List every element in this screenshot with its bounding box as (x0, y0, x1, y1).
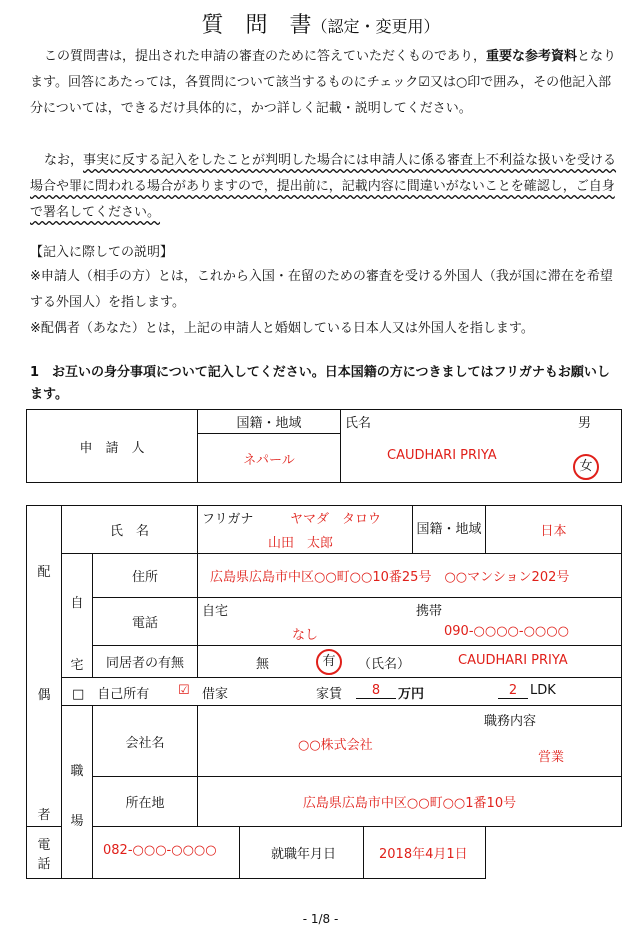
applicant-nationality-value: ネパール (198, 434, 341, 483)
address-value: 広島県広島市中区○○町○○10番25号 ○○マンション202号 (198, 554, 622, 598)
cohabitant-cell[interactable] (198, 646, 622, 678)
rent-unit: 万円 (398, 687, 425, 702)
applicant-male[interactable]: 男 (577, 416, 591, 431)
spouse-name-label: 氏 名 (62, 506, 198, 554)
work-char-1: 職 (70, 764, 84, 779)
applicant-name-value: CAUDHARI PRIYA (387, 448, 497, 463)
rent-checkbox[interactable]: ☑ (178, 683, 190, 698)
job-label: 職務内容 (484, 714, 537, 729)
work-phone-cell[interactable] (93, 827, 486, 879)
section1-heading: 1 お互いの身分事項について記入してください。日本国籍の方につきましてはフリガナもお願いします。 (30, 365, 610, 402)
applicant-name-label: 氏名 (345, 416, 372, 431)
intro-p2-a: なお， (44, 153, 84, 168)
page-number: - 1/8 - (302, 912, 339, 926)
spouse-name-cell[interactable] (198, 506, 413, 554)
job-value: 営業 (538, 750, 565, 765)
mobile-label: 携帯 (416, 604, 443, 619)
intro-p1-bold: 重要な参考資料 (486, 49, 578, 64)
company-cell[interactable] (198, 706, 622, 777)
rent-fee-label: 家賃 (316, 687, 343, 702)
intro-paragraph-2 (30, 148, 620, 226)
intro-p2-warning: 事実に反する記入をしたことが判明した場合には申請人に係る審査上不利益な扱いを受ける場合や罪に問われる場合がありますので，提出前に，記載内容に間違いがないことを確認し，ご自身で署名してください。 (30, 153, 617, 220)
work-char-2: 場 (70, 814, 84, 829)
work-divider-2 (363, 827, 364, 879)
own-house-option[interactable]: □ 自己所有 (72, 687, 150, 702)
work-phone-value: 082-○○○-○○○○ (103, 843, 217, 858)
rent-label: 借家 (202, 687, 229, 702)
intro-paragraph-1 (30, 44, 620, 122)
intro-p1-a: この質問書は，提出された申請の審査のために答えていただくものであり， (44, 49, 487, 64)
spouse-char-2: 偶 (37, 688, 51, 703)
cohab-name-value: CAUDHARI PRIYA (458, 653, 568, 668)
title-sub: （認定・変更用） (311, 17, 440, 36)
notes-heading: 【記入に際しての説明】 (30, 245, 174, 260)
spouse-name-value: 山田 太郎 (268, 536, 334, 551)
notes-item-1: ※申請人（相手の方）とは，これから入国・在留のための審査を受ける外国人（我が国に滞在を希望する外国人）を指します。 (30, 269, 613, 310)
applicant-label: 申 請 人 (27, 410, 198, 483)
notes-item-2: ※配偶者（あなた）とは，上記の申請人と婚姻している日本人又は外国人を指します。 (30, 321, 534, 336)
rent-value[interactable]: 8 (356, 683, 396, 699)
work-phone-label: 電 話 (27, 827, 62, 879)
home-phone-value: なし (292, 628, 319, 643)
rooms-value[interactable]: 2 (498, 683, 528, 699)
work-address-value: 広島県広島市中区○○町○○1番10号 (198, 777, 622, 827)
home-label (62, 554, 93, 678)
intro-p1-b: となります。回答にあたっては，各質問について該当するものにチェック☑又は○印で囲み，その他記入部分については，できるだけ具体的に，かつ詳しく記載・説明してください。 (30, 49, 617, 116)
cohab-no[interactable]: 無 (256, 657, 270, 672)
spouse-nationality-label: 国籍・地域 (413, 506, 486, 554)
spouse-table (26, 505, 622, 879)
applicant-female-circled[interactable]: 女 (573, 454, 599, 480)
work-divider-1 (239, 827, 240, 879)
company-label: 会社名 (93, 706, 198, 777)
phone-cell[interactable] (198, 598, 622, 646)
start-label: 就職年月日 (271, 847, 337, 862)
spouse-label (27, 506, 62, 827)
page-title (0, 8, 641, 39)
home-char-2: 宅 (70, 658, 84, 673)
address-label: 住所 (93, 554, 198, 598)
work-address-label: 所在地 (93, 777, 198, 827)
work-label (62, 706, 93, 879)
mobile-value: 090-○○○○-○○○○ (444, 624, 569, 639)
cohab-yes-circled[interactable]: 有 (316, 649, 342, 675)
home-char-1: 自 (70, 596, 84, 611)
applicant-name-cell[interactable] (341, 410, 622, 483)
housing-cell[interactable] (62, 678, 622, 706)
phone-label: 電話 (93, 598, 198, 646)
spouse-nationality-value: 日本 (486, 506, 622, 554)
start-value: 2018年4月1日 (379, 847, 468, 862)
home-phone-label: 自宅 (202, 604, 229, 619)
cohab-name-label: （氏名） (358, 657, 411, 672)
rooms-unit: LDK (530, 683, 556, 698)
cohabitant-label: 同居者の有無 (93, 646, 198, 678)
applicant-nationality-label: 国籍・地域 (198, 410, 341, 434)
furigana-value: ヤマダ タロウ (290, 512, 382, 527)
spouse-char-1: 配 (37, 565, 51, 580)
spouse-char-3: 者 (37, 808, 51, 823)
title-main: 質 問 書 (201, 13, 312, 38)
furigana-label: フリガナ (202, 512, 254, 527)
company-value: ○○株式会社 (298, 738, 373, 753)
applicant-table (26, 409, 622, 483)
